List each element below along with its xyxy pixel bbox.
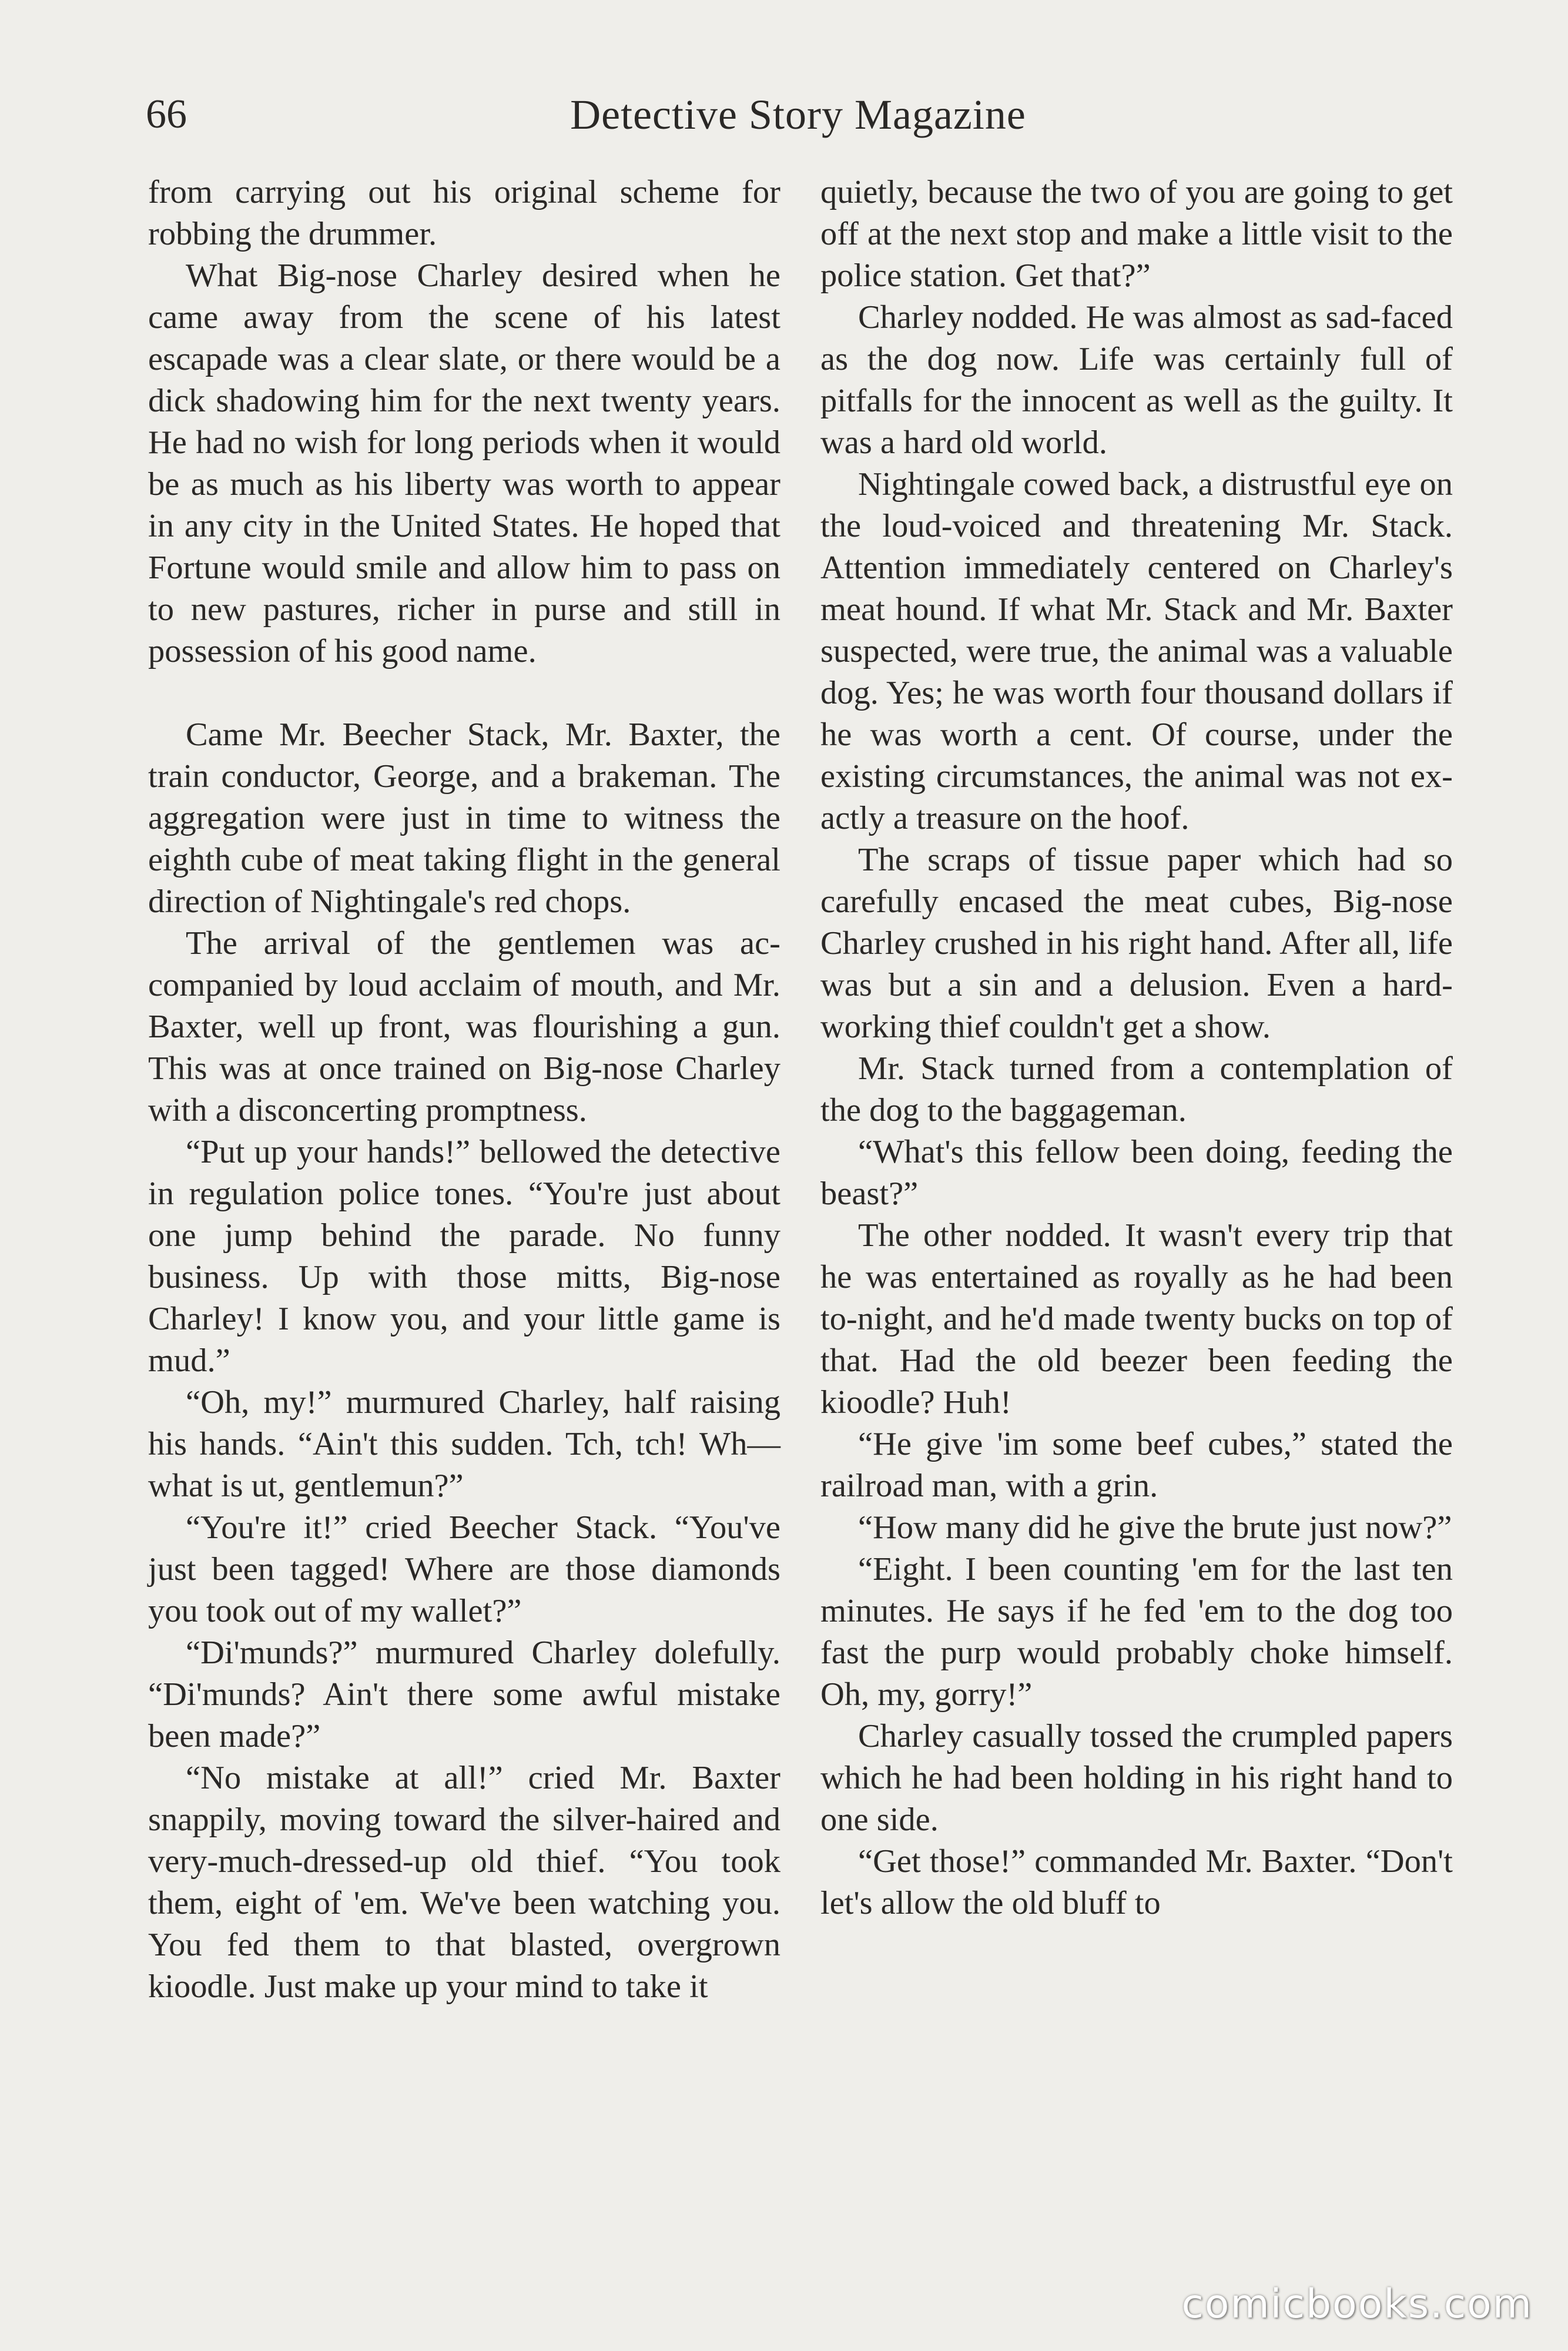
paragraph: “You're it!” cried Beecher Stack. “You've just been tagged! Where are those diamonds you took out of my wallet?” (148, 1509, 780, 1629)
paragraph: Mr. Stack turned from a contemplation of the dog to the baggageman. (820, 1050, 1453, 1128)
paragraph: from carrying out his original scheme for robbing the drummer. (148, 174, 780, 252)
page-header (146, 88, 1450, 153)
left-column (148, 172, 780, 2008)
paragraph: The arrival of the gentlemen was accompanied by loud acclaim of mouth, and Mr. Baxter, well up front, was flourishing a gun. This was at once trained on Big-nose Charley with a disconcerting promptness. (148, 925, 780, 1128)
paragraph: The other nodded. It wasn't every trip that he was entertained as royally as he had been to-night, and he'd made twenty bucks on top of that. Had the old beezer been feeding the kioodle? Huh! (820, 1217, 1453, 1421)
paragraph: Charley nodded. He was almost as sad-faced as the dog now. Life was certainly full of pitfalls for the innocent as well as the guilty. It was a hard old world. (820, 299, 1453, 461)
page-number: 66 (146, 92, 187, 137)
paragraph: “Oh, my!” murmured Charley, half raising his hands. “Ain't this sudden. Tch, tch! Wh—what is ut, gentlemun?” (148, 1384, 780, 1504)
paragraph: “Get those!” commanded Mr. Baxter. “Don't let's allow the old bluff to (820, 1843, 1453, 1921)
running-title: Detective Story Magazine (570, 91, 1026, 138)
paragraph: The scraps of tissue paper which had so carefully encased the meat cubes, Big-nose Charley crushed in his right hand. After all, life was but a sin and a delusion. Even a hard-working thief couldn't get a show. (820, 842, 1453, 1045)
paragraph: “No mistake at all!” cried Mr. Baxter snappily, moving toward the silver-haired and very-much-dressed-up old thief. “You took them, eight of 'em. We've been watching you. You fed them to that blasted, overgrown kioodle. Just make up your mind to take it (148, 1760, 780, 2005)
paragraph: “Eight. I been counting 'em for the last ten minutes. He says if he fed 'em to the dog too fast the purp would probably choke himself. Oh, my, gorry!” (820, 1551, 1453, 1713)
paragraph: “Put up your hands!” bellowed the detective in regulation police tones. “You're just about one jump behind the parade. No funny business. Up with those mitts, Big-nose Charley! I know you, and your little game is mud.” (148, 1134, 780, 1379)
paragraph: What Big-nose Charley desired when he came away from the scene of his latest escapade was a clear slate, or there would be a dick shadowing him for the next twenty years. He had no wish for long periods when it would be as much as his liberty was worth to appear in any city in the United States. He hoped that Fortune would smile and allow him to pass on to new pastures, richer in purse and still in possession of his good name. (148, 257, 780, 669)
paragraph: “Di'munds?” murmured Charley dolefully. “Di'munds? Ain't there some awful mistake been made?” (148, 1635, 780, 1754)
paragraph: quietly, because the two of you are going to get off at the next stop and make a little visit to the police station. Get that?” (820, 174, 1453, 294)
right-column (820, 172, 1453, 1924)
watermark: comicbooks.com (1181, 2281, 1533, 2327)
paragraph: “What's this fellow been doing, feeding the beast?” (820, 1134, 1453, 1212)
paragraph: “He give 'im some beef cubes,” stated the railroad man, with a grin. (820, 1426, 1453, 1504)
paragraph: Nightingale cowed back, a distrustful eye on the loud-voiced and threatening Mr. Stack. Attention immediately centered on Charley's meat hound. If what Mr. Stack and Mr. Baxter suspected, were true, the animal was a valuable dog. Yes; he was worth four thousand dollars if he was worth a cent. Of course, under the existing circumstances, the animal was not exactly a treasure on the hoof. (820, 466, 1453, 836)
paragraph: “How many did he give the brute just now?” (858, 1509, 1452, 1546)
paragraph: Came Mr. Beecher Stack, Mr. Baxter, the train conductor, George, and a brakeman. The aggregation were just in time to witness the eighth cube of meat taking flight in the general direction of Nightingale's red chops. (148, 716, 780, 920)
paragraph: Charley casually tossed the crumpled papers which he had been holding in his right hand to one side. (820, 1718, 1453, 1838)
